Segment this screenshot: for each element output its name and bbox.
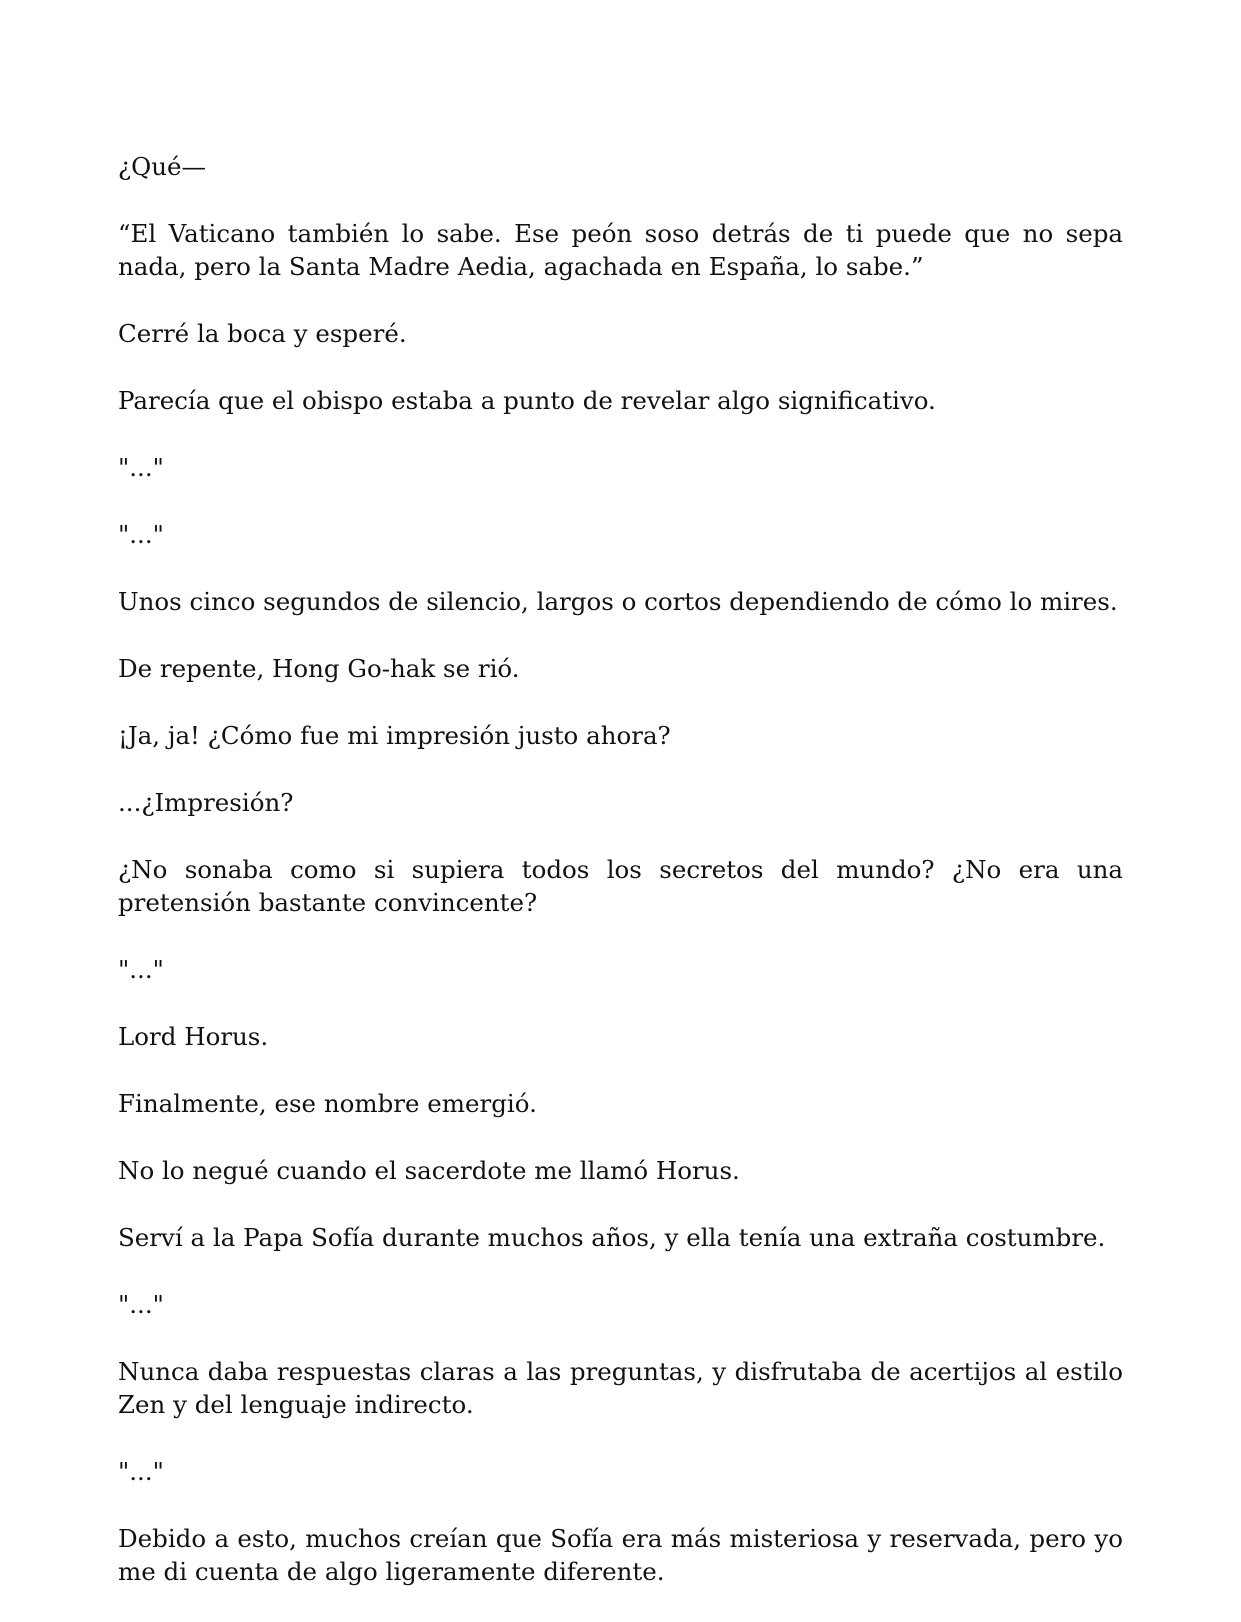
document-body: [118, 150, 1123, 1622]
paragraph: ¿Qué—: [118, 152, 206, 181]
paragraph: “El Vaticano también lo sabe. Ese peón soso detrás de ti puede que no sepa nada, pero la Santa Madre Aedia, agachada en España, lo sabe.”: [118, 219, 1123, 281]
paragraph: De repente, Hong Go-hak se rió.: [118, 654, 520, 683]
paragraph: "...": [118, 453, 164, 482]
paragraph: Finalmente, ese nombre emergió.: [118, 1089, 537, 1118]
paragraph: ¡Ja, ja! ¿Cómo fue mi impresión justo ahora?: [118, 721, 671, 750]
paragraph: "...": [118, 1457, 164, 1486]
paragraph: "...": [118, 955, 164, 984]
paragraph: Parecía que el obispo estaba a punto de revelar algo significativo.: [118, 386, 936, 415]
paragraph: Cerré la boca y esperé.: [118, 319, 407, 348]
paragraph: No lo negué cuando el sacerdote me llamó Horus.: [118, 1156, 740, 1185]
paragraph: Debido a esto, muchos creían que Sofía era más misteriosa y reservada, pero yo me di cuenta de algo ligeramente diferente.: [118, 1524, 1123, 1586]
paragraph: Serví a la Papa Sofía durante muchos años, y ella tenía una extraña costumbre.: [118, 1223, 1106, 1252]
paragraph: Unos cinco segundos de silencio, largos o cortos dependiendo de cómo lo mires.: [118, 587, 1118, 616]
paragraph: "...": [118, 520, 164, 549]
paragraph: "...": [118, 1290, 164, 1319]
paragraph: ¿No sonaba como si supiera todos los secretos del mundo? ¿No era una pretensión bastante convincente?: [118, 855, 1123, 917]
paragraph: Lord Horus.: [118, 1022, 269, 1051]
paragraph: Nunca daba respuestas claras a las preguntas, y disfrutaba de acertijos al estilo Zen y del lenguaje indirecto.: [118, 1357, 1123, 1419]
paragraph: ...¿Impresión?: [118, 788, 294, 817]
